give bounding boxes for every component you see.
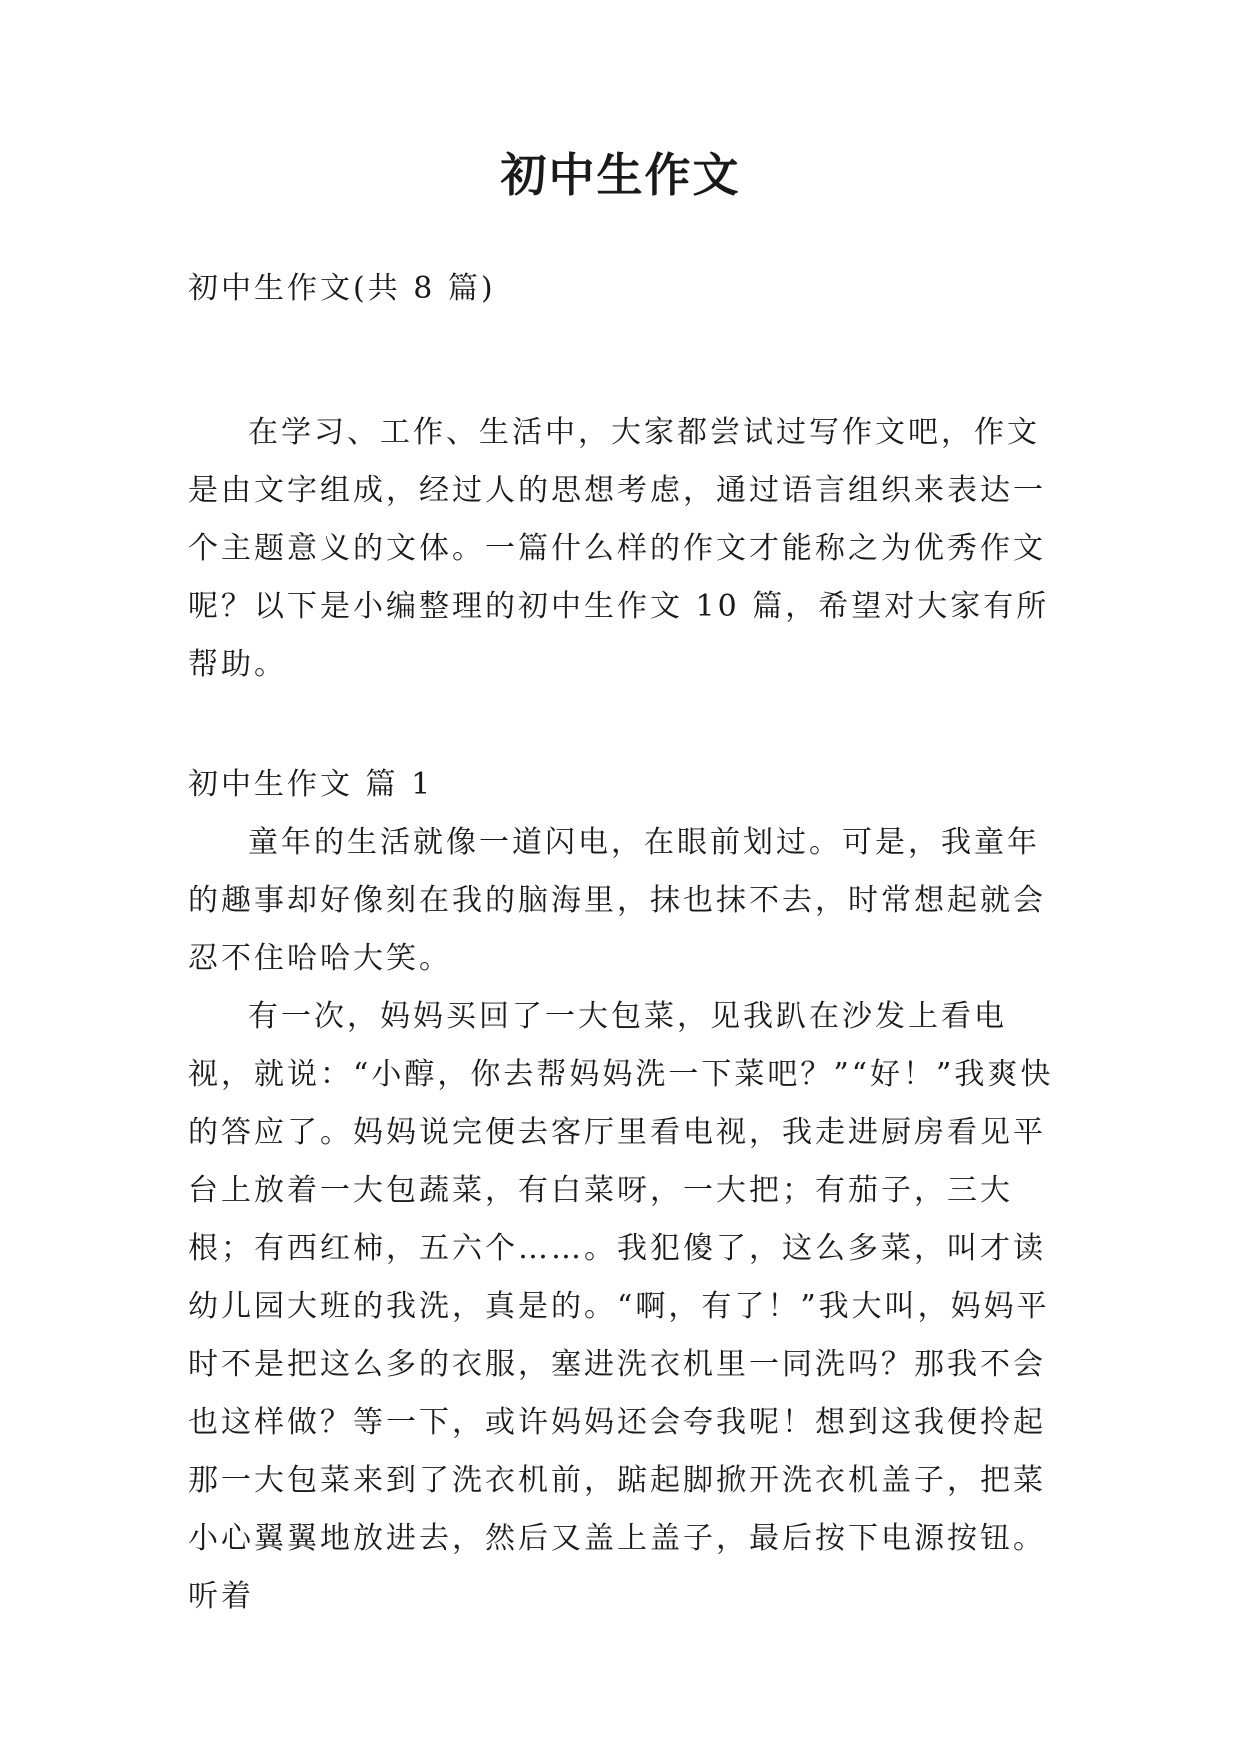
subtitle-text: 初中生作文(共 8 篇) bbox=[188, 271, 496, 306]
collection-subtitle bbox=[188, 260, 1060, 318]
essay-paragraph: 童年的生活就像一道闪电，在眼前划过。可是，我童年的趣事却好像刻在我的脑海里，抹也抹不去，时常想起就会忍不住哈哈大笑。 bbox=[188, 825, 1046, 976]
document-title: 初中生作文 bbox=[500, 148, 741, 202]
essay-paragraph: 有一次，妈妈买回了一大包菜，见我趴在沙发上看电视，就说：“小醇，你去帮妈妈洗一下菜吧？”“好！”我爽快的答应了。妈妈说完便去客厅里看电视，我走进厨房看见平台上放着一大包蔬菜，有白菜呀，一大把；有茄子，三大根；有西红柿，五六个……。我犯傻了，这么多菜，叫才读幼儿园大班的我洗，真是的。“啊，有了！”我大叫，妈妈平时不是把这么多的衣服，塞进洗衣机里一同洗吗？那我不会也这样做？等一下，或许妈妈还会夸我呢！想到这我便拎起那一大包菜来到了洗衣机前，踮起脚掀开洗衣机盖子，把菜小心翼翼地放进去，然后又盖上盖子，最后按下电源按钮。听着 bbox=[188, 999, 1054, 1614]
section-heading: 初中生作文 篇 1 bbox=[188, 767, 434, 802]
intro-paragraph: 在学习、工作、生活中，大家都尝试过写作文吧，作文是由文字组成，经过人的思想考虑，通过语言组织来表达一个主题意义的文体。一篇什么样的作文才能称之为优秀作文呢？以下是小编整理的初中生作文 10 篇，希望对大家有所帮助。 bbox=[188, 415, 1050, 682]
essay-section-1 bbox=[188, 756, 1060, 1626]
intro-block bbox=[188, 404, 1060, 694]
